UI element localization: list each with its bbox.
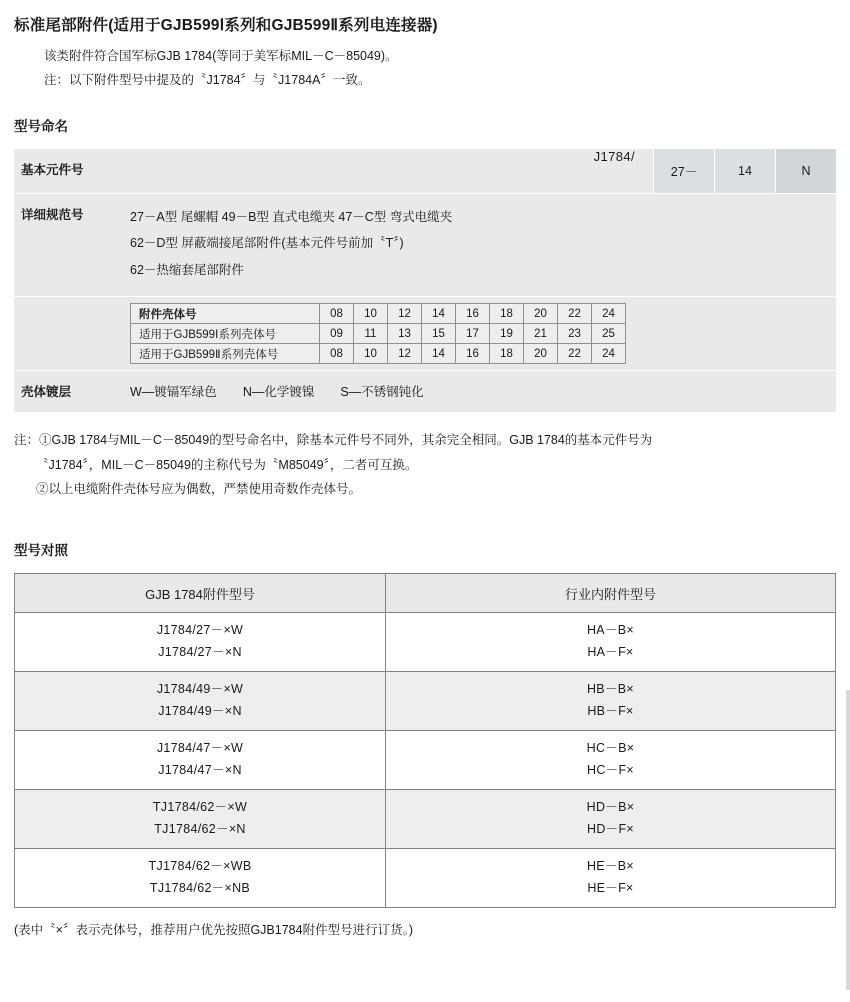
- comparison-cell-industry-4: HE－B× HE－F×: [386, 849, 836, 908]
- shell-row-series2: [131, 344, 626, 364]
- note-line-3: ②以上电缆附件壳体号应为偶数，严禁使用奇数作壳体号。: [36, 481, 362, 496]
- shell-header-value-0: 08: [320, 304, 354, 324]
- shell-header-label: 附件壳体号: [131, 304, 320, 324]
- plating-body: [106, 371, 836, 412]
- comparison-cell-industry-0: HA－B× HA－F×: [386, 613, 836, 672]
- naming-section-title: 型号命名: [14, 118, 68, 134]
- shell-row2-value-2: 12: [388, 344, 422, 364]
- shell-row1-value-7: 23: [558, 324, 592, 344]
- shell-header-value-4: 16: [456, 304, 490, 324]
- naming-row-basic: [14, 149, 836, 194]
- shell-row2-value-1: 10: [354, 344, 388, 364]
- comparison-cell-gjb-0: J1784/27－×W J1784/27－×N: [15, 613, 386, 672]
- intro-block: [0, 35, 850, 93]
- shell-header-value-1: 10: [354, 304, 388, 324]
- notes-block: [0, 412, 850, 501]
- shell-header-value-6: 20: [524, 304, 558, 324]
- plating-label: 壳体镀层: [21, 385, 72, 400]
- shell-header-row: [131, 304, 626, 324]
- table-row: [15, 849, 836, 908]
- basic-code-label: 基本元件号: [21, 162, 84, 177]
- shell-row1-value-2: 13: [388, 324, 422, 344]
- comparison-section-title: 型号对照: [14, 543, 68, 559]
- shell-header-value-7: 22: [558, 304, 592, 324]
- intro-line-1: 该类附件符合国军标GJB 1784(等同于美军标MIL－C－85049)。: [44, 49, 398, 63]
- shell-header-value-8: 24: [592, 304, 626, 324]
- comparison-cell-gjb-2: J1784/47－×W J1784/47－×N: [15, 731, 386, 790]
- naming-row-spec: [14, 194, 836, 298]
- table-row: [15, 731, 836, 790]
- shell-row1-value-4: 17: [456, 324, 490, 344]
- comparison-table: [14, 573, 836, 908]
- plating-option-1: N—化学镀镍: [242, 385, 315, 400]
- comparison-header-gjb: GJB 1784附件型号: [15, 574, 386, 613]
- spec-body: [106, 194, 836, 297]
- shell-row1-label: 适用于GJB599Ⅰ系列壳体号: [131, 324, 320, 344]
- spec-line-1: 27－A型 尾螺帽 49－B型 直式电缆夹 47－C型 弯式电缆夹: [130, 209, 453, 224]
- naming-row-shell: [14, 297, 836, 371]
- basic-code-box-3: N: [775, 149, 836, 193]
- shell-row2-value-8: 24: [592, 344, 626, 364]
- spec-line-3: 62－热缩套尾部附件: [130, 263, 244, 278]
- spec-label: 详细规范号: [21, 207, 84, 222]
- comparison-cell-industry-3: HD－B× HD－F×: [386, 790, 836, 849]
- shell-row1-value-8: 25: [592, 324, 626, 344]
- shell-number-table-wrap: [106, 297, 836, 370]
- shell-number-table: [130, 303, 626, 364]
- table-row: [15, 672, 836, 731]
- shell-row-series1: [131, 324, 626, 344]
- table-row: [15, 613, 836, 672]
- shell-header-value-2: 12: [388, 304, 422, 324]
- basic-code-value: J1784/: [593, 148, 635, 164]
- comparison-cell-gjb-1: J1784/49－×W J1784/49－×N: [15, 672, 386, 731]
- intro-line-2: 注：以下附件型号中提及的〝J1784〞与〝J1784A〞一致。: [44, 72, 371, 87]
- shell-header-value-5: 18: [490, 304, 524, 324]
- plating-option-2: S—不锈钢钝化: [340, 385, 424, 400]
- shell-row2-value-0: 08: [320, 344, 354, 364]
- page-title: 标准尾部附件(适用于GJB599Ⅰ系列和GJB599Ⅱ系列电连接器): [14, 17, 438, 34]
- shell-row1-value-5: 19: [490, 324, 524, 344]
- table-row: [15, 790, 836, 849]
- naming-row-plating: [14, 371, 836, 412]
- shell-row-spacer: [14, 297, 106, 370]
- shell-row2-label: 适用于GJB599Ⅱ系列壳体号: [131, 344, 320, 364]
- comparison-cell-gjb-3: TJ1784/62－×W TJ1784/62－×N: [15, 790, 386, 849]
- shell-row2-value-5: 18: [490, 344, 524, 364]
- shell-row2-value-6: 20: [524, 344, 558, 364]
- shell-row1-value-6: 21: [524, 324, 558, 344]
- shell-row1-value-0: 09: [320, 324, 354, 344]
- spec-line-2: 62－D型 屏蔽端接尾部附件(基本元件号前加〝T〞): [130, 236, 404, 251]
- plating-option-0: W—镀镉军绿色: [130, 385, 217, 400]
- comparison-foot-note: (表中〝×〞表示壳体号，推荐用户优先按照GJB1784附件型号进行订货。): [14, 923, 413, 938]
- shell-row2-value-7: 22: [558, 344, 592, 364]
- note-line-2: 〝J1784〞，MIL－C－85049的主称代号为〝M85049〞，二者可互换。: [36, 457, 418, 472]
- note-line-1: 注：①GJB 1784与MIL－C－85049的型号命名中，除基本元件号不同外，其余完全相同。GJB 1784的基本元件号为: [14, 433, 653, 448]
- scrollbar[interactable]: [846, 690, 850, 990]
- comparison-cell-industry-1: HB－B× HB－F×: [386, 672, 836, 731]
- shell-row2-value-3: 14: [422, 344, 456, 364]
- shell-header-value-3: 14: [422, 304, 456, 324]
- comparison-cell-industry-2: HC－B× HC－F×: [386, 731, 836, 790]
- basic-code-box-1: 27－: [653, 149, 714, 193]
- shell-row1-value-1: 11: [354, 324, 388, 344]
- shell-row2-value-4: 16: [456, 344, 490, 364]
- comparison-cell-gjb-4: TJ1784/62－×WB TJ1784/62－×NB: [15, 849, 386, 908]
- basic-code-box-2: 14: [714, 149, 775, 193]
- comparison-header-row: [15, 574, 836, 613]
- shell-row1-value-3: 15: [422, 324, 456, 344]
- naming-table: [14, 149, 836, 413]
- comparison-header-industry: 行业内附件型号: [386, 574, 836, 613]
